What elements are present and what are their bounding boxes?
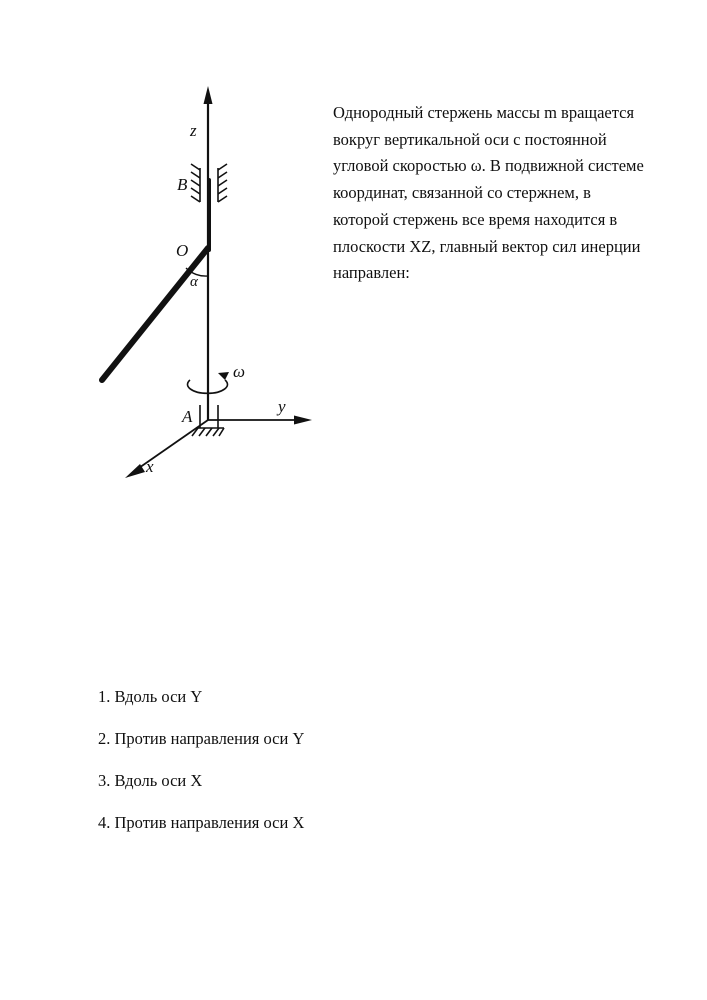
- inclined-rod: [102, 248, 208, 380]
- label-axis-z: z: [190, 121, 197, 140]
- y-axis: [208, 416, 312, 425]
- diagram-canvas: [78, 80, 328, 500]
- label-bearing-a: A: [182, 407, 193, 426]
- answer-option-3[interactable]: 3. Вдоль оси X: [98, 770, 203, 790]
- problem-statement: Однородный стержень массы m вращается вокруг вертикальной оси с постоянной угловой скоростью ω. В подвижной системе координат, связанной со стержнем, в которой стержень все время находится в плоскости XZ, главный вектор сил инерции направлен:: [333, 103, 644, 283]
- x-axis: [125, 420, 208, 478]
- label-bearing-b: B: [177, 175, 188, 194]
- mechanics-diagram: [78, 80, 328, 500]
- label-angle-alpha: α: [190, 274, 198, 290]
- answer-option-4[interactable]: 4. Против направления оси X: [98, 812, 305, 832]
- label-axis-x: x: [146, 457, 154, 476]
- answer-option-1[interactable]: 1. Вдоль оси Y: [98, 687, 203, 706]
- answer-option-2[interactable]: 2. Против направления оси Y: [98, 728, 305, 748]
- label-axis-y: y: [278, 397, 286, 416]
- label-omega: ω: [233, 362, 246, 381]
- label-origin-o: O: [176, 241, 189, 260]
- answer-list: [98, 686, 578, 833]
